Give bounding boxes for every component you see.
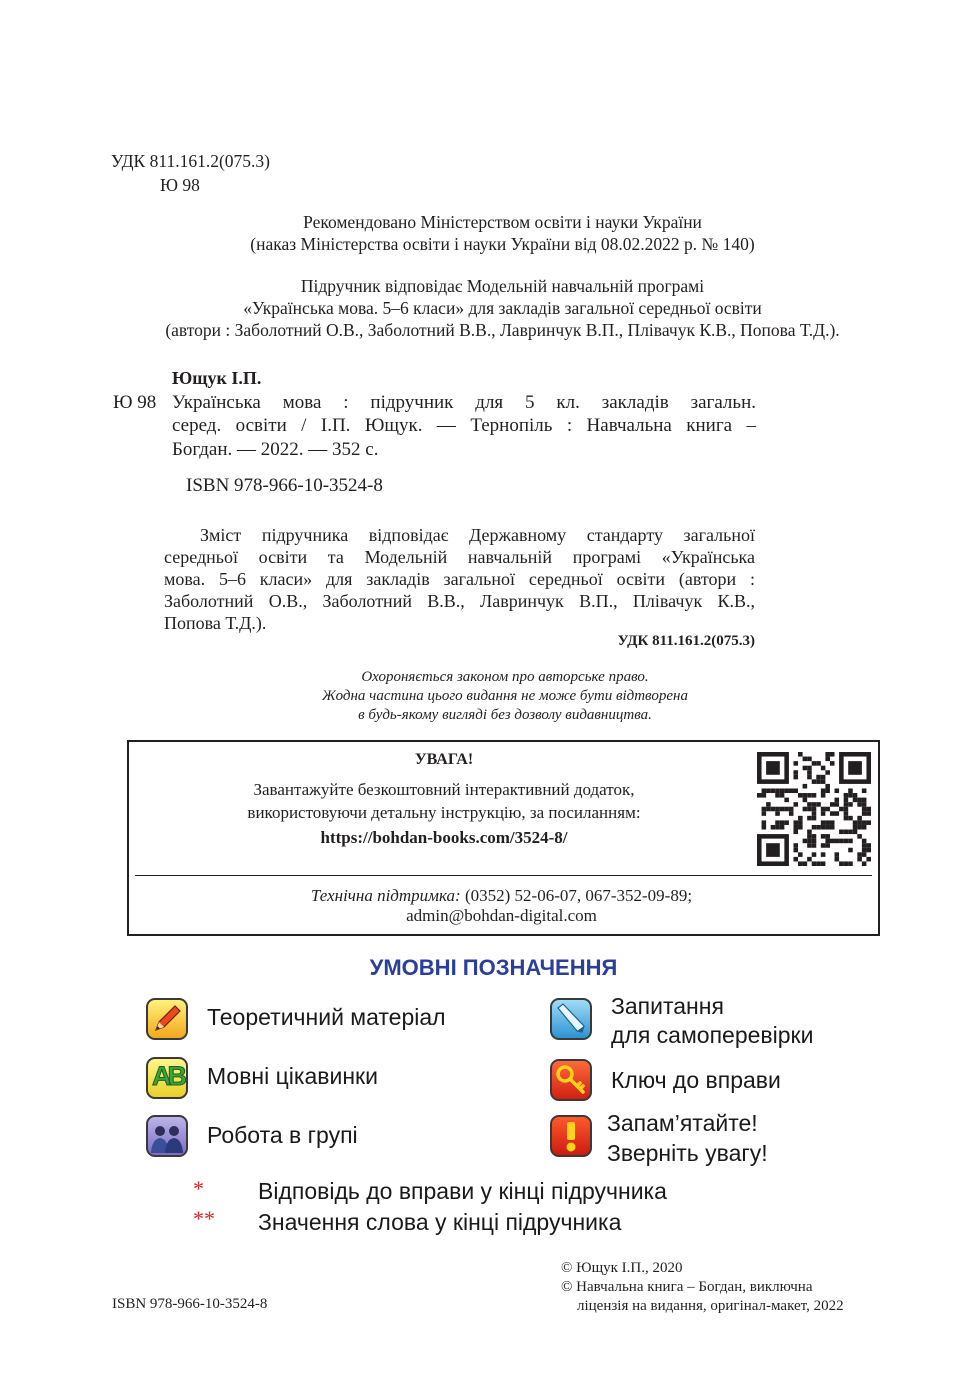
ab-letters-icon: AB [146, 1057, 188, 1099]
biblio-line-3: Богдан. — 2022. — 352 с. [172, 439, 379, 460]
biblio-isbn: ISBN 978-966-10-3524-8 [186, 475, 383, 496]
abstract-line-2: середньої освіти та Модельній навчальній програмі «Українська [164, 547, 755, 567]
copyright-notice-line-2: Жодна частина цього видання не може бути відтворена [322, 688, 688, 704]
qr-code[interactable] [757, 752, 871, 866]
footer-copyright-publisher: © Навчальна книга – Богдан, виключна [561, 1279, 813, 1295]
legend-label-questions-2: для самоперевірки [611, 1022, 814, 1048]
biblio-line-2: серед. освіти / І.П. Ющук. — Тернопіль : Навчальна книга – [172, 415, 756, 436]
pencil-icon [146, 998, 188, 1040]
tech-support-line [129, 886, 874, 906]
legend-label-key: Ключ до вправи [611, 1067, 781, 1093]
key-icon [550, 1059, 592, 1101]
biblio-author: Ющук І.П. [172, 368, 262, 388]
mark-single-asterisk: * [193, 1176, 204, 1201]
legend-label-remember-2: Зверніть увагу! [607, 1140, 768, 1166]
box-divider [135, 875, 872, 876]
exclamation-icon [550, 1115, 592, 1157]
tech-support-email[interactable]: admin@bohdan-digital.com [406, 906, 597, 925]
program-line-3: (автори : Заболотний О.В., Заболотний В.В., Лавринчук В.П., Плівачук К.В., Попова Т.Д.). [165, 320, 840, 340]
abstract-line-3: мова. 5–6 класи» для закладів загальної середньої освіти (автори : [164, 569, 755, 589]
recommendation-line-1: Рекомендовано Міністерством освіти і науки України [303, 212, 702, 232]
footer-isbn: ISBN 978-966-10-3524-8 [112, 1296, 268, 1312]
attention-line-1: Завантажуйте безкоштовний інтерактивний додаток, [253, 780, 635, 799]
biblio-line-1: Українська мова : підручник для 5 кл. закладів загальн. [172, 392, 756, 413]
legend-title: УМОВНІ ПОЗНАЧЕННЯ [369, 955, 618, 980]
legend-label-curiosities: Мовні цікавинки [207, 1063, 378, 1089]
program-line-1: Підручник відповідає Модельній навчальній програмі [300, 276, 705, 296]
abstract-udk: УДК 811.161.2(075.3) [617, 633, 755, 649]
mark-answer-label: Відповідь до вправи у кінці підручника [258, 1178, 667, 1204]
abstract-line-1: Зміст підручника відповідає Державному стандарту загальної [200, 525, 755, 545]
legend-label-questions-1: Запитання [611, 993, 724, 1019]
mark-meaning-label: Значення слова у кінці підручника [258, 1209, 622, 1235]
download-link[interactable]: https://bohdan-books.com/3524-8/ [320, 828, 568, 847]
attention-box [127, 740, 880, 936]
author-sign-code: Ю 98 [160, 175, 200, 195]
group-people-icon [146, 1115, 188, 1157]
tech-support-label: Технічна підтримка: [310, 886, 461, 905]
program-line-2: «Українська мова. 5–6 класи» для закладів загальної середньої освіти [243, 298, 762, 318]
attention-line-2: використовуючи детальну інструкцію, за посиланням: [247, 803, 641, 822]
biblio-code: Ю 98 [113, 392, 157, 413]
copyright-notice-line-3: в будь-якому вигляді без дозволу видавництва. [358, 707, 652, 723]
blue-pencil-icon [550, 998, 592, 1040]
legend-label-group-work: Робота в групі [207, 1122, 358, 1148]
footer-license: ліцензія на видання, оригінал-макет, 2022 [577, 1298, 844, 1314]
legend-label-remember-1: Запам’ятайте! [607, 1110, 758, 1136]
legend-label-theory: Теоретичний матеріал [207, 1004, 446, 1030]
attention-title: УВАГА! [414, 751, 474, 768]
abstract-line-5: Попова Т.Д.). [164, 613, 267, 633]
copyright-notice-line-1: Охороняється законом про авторське право. [361, 669, 649, 685]
mark-double-asterisk: ** [193, 1206, 215, 1231]
tech-support-phones: (0352) 52-06-07, 067-352-09-89; [460, 886, 693, 905]
footer-copyright-author: © Ющук І.П., 2020 [561, 1260, 683, 1276]
abstract-line-4: Заболотний О.В., Заболотний В.В., Лавринчук В.П., Плівачук К.В., [164, 591, 755, 611]
recommendation-line-2: (наказ Міністерства освіти і науки України від 08.02.2022 р. № 140) [250, 234, 755, 254]
udk-code: УДК 811.161.2(075.3) [111, 151, 270, 171]
